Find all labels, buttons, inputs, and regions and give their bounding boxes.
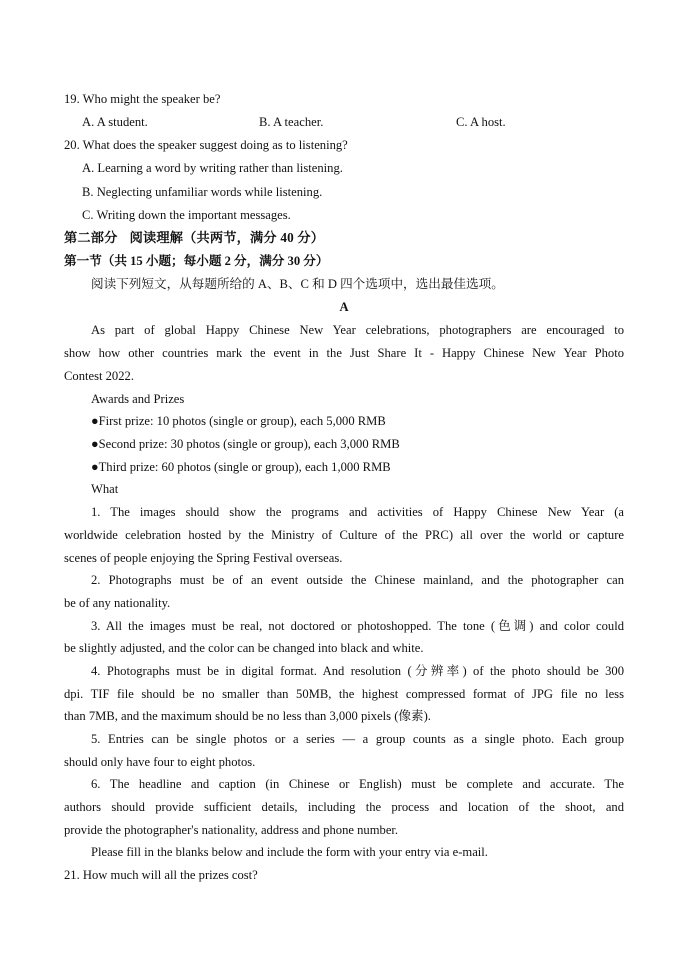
rule-line: 4. Photographs must be in digital format. And resolution (分辨率) of the photo should be 300: [91, 664, 624, 678]
rule-line: worldwide celebration hosted by the Ministry of Culture of the PRC) all over the world or capture: [64, 528, 624, 542]
part2-heading: [64, 230, 624, 246]
question-20-option-b: B. Neglecting unfamiliar words while listening.: [82, 185, 323, 199]
prize-item: ●Third prize: 60 photos (single or group), each 1,000 RMB: [91, 460, 391, 474]
rule-line: 2. Photographs must be of an event outside the Chinese mainland, and the photographer can: [91, 573, 624, 587]
awards-heading: Awards and Prizes: [91, 392, 185, 406]
part2-heading-detail: 阅读理解（共两节，满分 40 分）: [129, 230, 325, 245]
rule-line: authors should provide sufficient details, including the process and location of the shoot, and: [64, 800, 624, 814]
rule-line: be slightly adjusted, and the color can be changed into black and white.: [64, 641, 424, 655]
passage-intro-line: show how other countries mark the event in the Just Share It - Happy Chinese New Year Photo: [64, 346, 624, 360]
section1-heading: 第一节（共 15 小题；每小题 2 分，满分 30 分）: [64, 254, 329, 268]
rule-line: than 7MB, and the maximum should be no less than 3,000 pixels (像素).: [64, 709, 431, 723]
what-heading: What: [91, 482, 119, 496]
rule-line: scenes of people enjoying the Spring Festival overseas.: [64, 551, 343, 565]
question-19-option-b: B. A teacher.: [259, 115, 324, 129]
rule-line: 3. All the images must be real, not doctored or photoshopped. The tone (色调) and color could: [91, 619, 624, 633]
rule-line: provide the photographer's nationality, address and phone number.: [64, 823, 399, 837]
rule-line: be of any nationality.: [64, 596, 171, 610]
passage-intro-line: Contest 2022.: [64, 369, 134, 383]
passage-label: A: [339, 300, 349, 314]
question-20-option-c: C. Writing down the important messages.: [82, 208, 291, 222]
reading-instruction: 阅读下列短文，从每题所给的 A、B、C 和 D 四个选项中，选出最佳选项。: [91, 277, 504, 291]
rule-line: 5. Entries can be single photos or a series — a group counts as a single photo. Each group: [91, 732, 624, 746]
passage-closing: Please fill in the blanks below and include the form with your entry via e-mail.: [91, 845, 488, 859]
rule-line: 1. The images should show the programs and activities of Happy Chinese New Year (a: [91, 505, 624, 519]
question-21-stem: 21. How much will all the prizes cost?: [64, 868, 258, 882]
rule-line: dpi. TIF file should be no smaller than 50MB, the highest compressed format of JPG file no less: [64, 687, 624, 701]
rule-line: 6. The headline and caption (in Chinese or English) must be complete and accurate. The: [91, 777, 624, 791]
question-19-stem: 19. Who might the speaker be?: [64, 92, 221, 106]
question-20-stem: 20. What does the speaker suggest doing as to listening?: [64, 138, 348, 152]
part2-heading-label: 第二部分: [64, 230, 118, 245]
question-20-option-a: A. Learning a word by writing rather than listening.: [82, 161, 343, 175]
rule-line: should only have four to eight photos.: [64, 755, 256, 769]
prize-item: ●Second prize: 30 photos (single or group), each 3,000 RMB: [91, 437, 400, 451]
question-19-option-a: A. A student.: [82, 115, 148, 129]
passage-intro-line: As part of global Happy Chinese New Year celebrations, photographers are encouraged to: [91, 323, 624, 337]
question-19-option-c: C. A host.: [456, 115, 506, 129]
prize-item: ●First prize: 10 photos (single or group), each 5,000 RMB: [91, 414, 386, 428]
